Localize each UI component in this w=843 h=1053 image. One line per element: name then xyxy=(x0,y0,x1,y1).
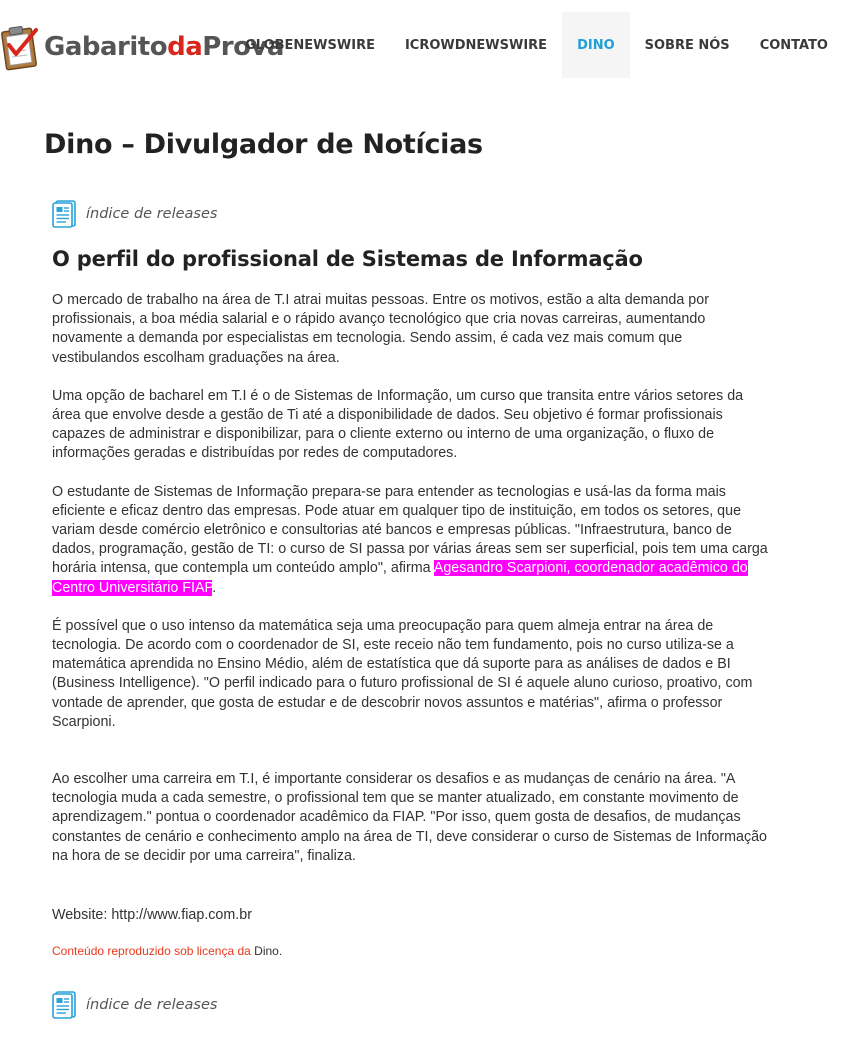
document-icon xyxy=(52,200,76,228)
article xyxy=(52,247,772,980)
nav-item-globenewswire[interactable]: GLOBENEWSWIRE xyxy=(245,37,375,53)
credit-end: . xyxy=(278,944,283,959)
document-icon xyxy=(52,991,76,1019)
site-header xyxy=(0,0,843,90)
license-credit xyxy=(52,942,772,961)
main-nav xyxy=(230,12,843,78)
article-paragraph-5: Ao escolher uma carreira em T.I, é importante considerar os desafios e as mudanças de cenário na área. "A tecnologia muda a cada semestre, o profissional tem que se manter atualizado, em constante movimento de aprendizagem." pontua o coordenador acadêmico da FIAP. "Por isso, quem gosta de desafios, de mudanças constantes de cenário e conhecimento amplo na área de TI, deve considerar o curso de Sistemas de Informação na hora de se decidir por uma carreira", finaliza. xyxy=(52,771,767,864)
release-index-label: índice de releases xyxy=(86,206,218,222)
nav-item-sobre-nos[interactable]: SOBRE NÓS xyxy=(644,37,730,53)
website-line xyxy=(52,906,772,925)
release-index-link-top[interactable] xyxy=(52,200,217,228)
credit-text: Conteúdo reproduzido sob licença da xyxy=(52,944,251,959)
article-paragraph-2: Uma opção de bacharel em T.I é o de Sistemas de Informação, um curso que transita entre vários setores da área que envolve desde a gestão de Ti até a disponibilidade de dados. Seu objetivo é formar profissionais capazes de administrar e disponibilizar, para o cliente externo ou interno de uma organização, o fluxo de informações geradas e distribuídas por redes de computadores. xyxy=(52,387,744,462)
page-title: Dino – Divulgador de Notícias xyxy=(44,129,483,160)
release-index-link-bottom[interactable] xyxy=(52,991,217,1019)
article-paragraph-4: É possível que o uso intenso da matemática seja uma preocupação para quem almeja entrar na área de tecnologia. De acordo com o coordenador de SI, este receio não tem fundamento, pois no curso utiliza-se a matemática aprendida no Ensino Médio, além de estatística que dá suporte para as análises de dados e BI (Business Intelligence). "O perfil indicado para o futuro profissional de SI é aquele aluno curioso, proativo, com vontade de aprender, que gosta de estudar e de descobrir novos assuntos e matérias", afirma o professor Scarpioni. xyxy=(52,617,753,730)
logo-text: GabaritodaProva xyxy=(44,32,284,62)
article-paragraph-3 xyxy=(52,483,772,598)
website-label: Website: xyxy=(52,907,112,924)
release-index-label: índice de releases xyxy=(86,997,218,1013)
credit-source-link[interactable]: Dino xyxy=(254,944,279,959)
clipboard-check-icon xyxy=(0,22,40,72)
article-paragraph-1: O mercado de trabalho na área de T.I atrai muitas pessoas. Entre os motivos, estão a alta demanda por profissionais, a boa média salarial e o rápido avanço tecnológico que cria novas carreiras, aumentando novamente a demanda por especialistas em tecnologia. Sendo assim, é cada vez mais comum que vestibulandos escolham graduações na área. xyxy=(52,292,709,366)
nav-item-dino[interactable]: DINO xyxy=(562,12,630,78)
website-link[interactable]: http://www.fiap.com.br xyxy=(111,907,252,924)
highlighted-quote-source: Agesandro Scarpioni, coordenador acadêmico do Centro Universitário FIAP xyxy=(52,560,748,596)
nav-item-icrowdnewswire[interactable]: ICROWDNEWSWIRE xyxy=(404,37,548,53)
paragraph-3-text: O estudante de Sistemas de Informação prepara-se para entender as tecnologias e usá-las da forma mais eficiente e eficaz dentro das empresas. Pode atuar em qualquer tipo de instituição, em todos os setores, que variam desde comércio eletrônico e consultorias até bancos e empresas públicas. "Infraestrutura, banco de dados, programação, gestão de TI: o curso de SI passa por várias áreas sem ser superficial, pois tem uma carga horária intensa, que contempla um conteúdo amplo", afirma xyxy=(52,483,768,577)
paragraph-3-end: . xyxy=(212,579,217,596)
nav-item-contato[interactable]: CONTATO xyxy=(759,37,828,53)
article-heading: O perfil do profissional de Sistemas de Informação xyxy=(52,247,643,271)
